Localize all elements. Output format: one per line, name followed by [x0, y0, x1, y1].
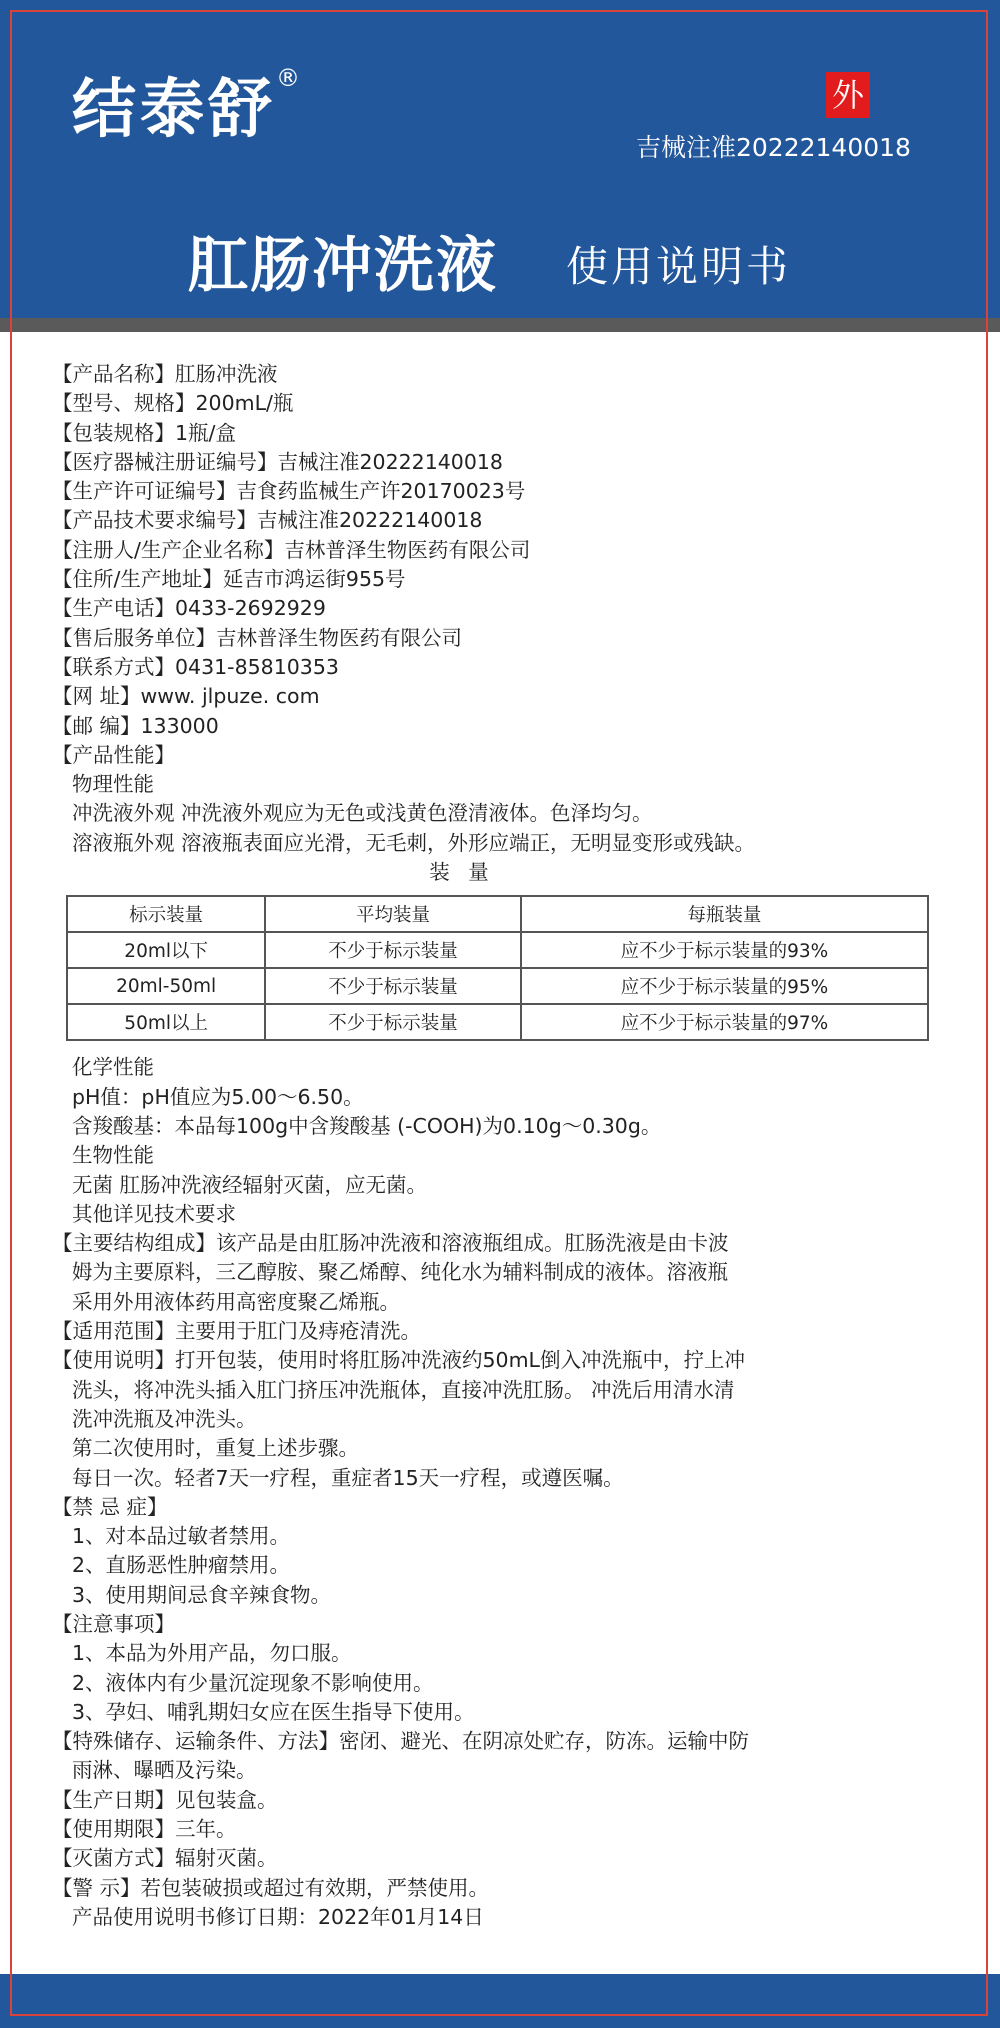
- body-line: 【注意事项】: [52, 1611, 175, 1636]
- table-cell: 应不少于标示装量的97%: [521, 1004, 928, 1040]
- body-line: 【生产日期】见包装盒。: [52, 1787, 278, 1812]
- table-header-cell: 平均装量: [265, 896, 520, 932]
- body-line: 洗冲洗瓶及冲洗头。: [72, 1406, 257, 1431]
- table-row: [67, 968, 928, 1004]
- info-line: 【网 址】www. jlpuze. com: [52, 684, 320, 709]
- body-line: 【主要结构组成】该产品是由肛肠冲洗液和溶液瓶组成。肛肠洗液是由卡波: [52, 1231, 729, 1256]
- info-line: 【医疗器械注册证编号】吉械注准20222140018: [52, 449, 503, 474]
- carboxyl-spec: 含羧酸基：本品每100g中含羧酸基 (-COOH)为0.10g～0.30g。: [72, 1113, 662, 1138]
- info-line: 【产品名称】肛肠冲洗液: [52, 362, 278, 386]
- table-cell: 应不少于标示装量的95%: [521, 968, 928, 1004]
- info-line: 【售后服务单位】吉林普泽生物医药有限公司: [52, 625, 462, 650]
- info-line: 【住所/生产地址】延吉市鸿运街955号: [52, 567, 406, 592]
- registration-number: 吉械注准20222140018: [636, 133, 911, 162]
- document-subtitle: 使用说明书: [566, 242, 792, 291]
- body-line: 每日一次。轻者7天一疗程，重症者15天一疗程，或遵医嘱。: [72, 1465, 624, 1490]
- body-line: 2、液体内有少量沉淀现象不影响使用。: [72, 1670, 434, 1695]
- info-line: 【产品性能】: [52, 742, 175, 767]
- registered-mark: ®: [276, 64, 304, 92]
- table-cell: 20ml以下: [67, 932, 265, 968]
- body-line: 【特殊储存、运输条件、方法】密闭、避光、在阴凉处贮存，防冻。运输中防: [52, 1729, 749, 1754]
- table-cell: 应不少于标示装量的93%: [521, 932, 928, 968]
- revision-date: 产品使用说明书修订日期：2022年01月14日: [72, 1904, 484, 1929]
- ph-spec: pH值：pH值应为5.00～6.50。: [72, 1084, 364, 1109]
- body-line: 2、直肠恶性肿瘤禁用。: [72, 1553, 291, 1578]
- product-title: 肛肠冲洗液: [188, 231, 498, 301]
- table-cell: 不少于标示装量: [265, 1004, 520, 1040]
- body-line: 【警 示】若包装破损或超过有效期，严禁使用。: [52, 1875, 490, 1900]
- table-header-cell: 标示装量: [67, 896, 265, 932]
- physical-line: 溶液瓶外观 溶液瓶表面应光滑，无毛刺，外形应端正，无明显变形或残缺。: [72, 830, 756, 855]
- body-line: 【使用期限】三年。: [52, 1817, 237, 1842]
- sterility-spec: 无菌 肛肠冲洗液经辐射灭菌，应无菌。: [72, 1172, 428, 1197]
- chemical-heading: 化学性能: [72, 1055, 154, 1080]
- info-line: 【生产电话】0433-2692929: [52, 596, 326, 621]
- table-cell: 不少于标示装量: [265, 932, 520, 968]
- other-spec-note: 其他详见技术要求: [72, 1201, 236, 1226]
- info-line: 【产品技术要求编号】吉械注准20222140018: [52, 508, 483, 533]
- footer-banner: [0, 1974, 1000, 2028]
- table-row: [67, 932, 928, 968]
- header-banner: [0, 0, 1000, 318]
- body-line: 【禁 忌 症】: [52, 1494, 168, 1519]
- instructions-body: [52, 360, 952, 1932]
- info-line: 【包装规格】1瓶/盒: [52, 420, 236, 445]
- body-line: 1、本品为外用产品，勿口服。: [72, 1641, 352, 1666]
- info-line: 【生产许可证编号】吉食药监械生产许20170023号: [52, 479, 526, 504]
- body-line: 3、孕妇、哺乳期妇女应在医生指导下使用。: [72, 1699, 475, 1724]
- fill-table-title: 装 量: [429, 860, 495, 885]
- info-line: 【联系方式】0431-85810353: [52, 654, 339, 679]
- body-line: 【使用说明】打开包装，使用时将肛肠冲洗液约50mL倒入冲洗瓶中，拧上冲: [52, 1348, 745, 1373]
- table-header-cell: 每瓶装量: [521, 896, 928, 932]
- table-cell: 50ml以上: [67, 1004, 265, 1040]
- body-line: 1、对本品过敏者禁用。: [72, 1524, 291, 1549]
- header-divider: [0, 318, 1000, 332]
- brand-name: 结泰舒: [72, 72, 276, 147]
- body-line: 3、使用期间忌食辛辣食物。: [72, 1582, 332, 1607]
- body-line: 雨淋、曝晒及污染。: [72, 1758, 257, 1783]
- info-line: 【型号、规格】200mL/瓶: [52, 391, 294, 416]
- table-row: [67, 1004, 928, 1040]
- body-line: 姆为主要原料，三乙醇胺、聚乙烯醇、纯化水为辅料制成的液体。溶液瓶: [72, 1260, 728, 1285]
- table-header-row: [67, 896, 928, 932]
- body-line: 采用外用液体药用高密度聚乙烯瓶。: [72, 1289, 400, 1314]
- table-cell: 20ml-50ml: [67, 968, 265, 1004]
- info-line: 【注册人/生产企业名称】吉林普泽生物医药有限公司: [52, 537, 531, 562]
- body-line: 洗头，将冲洗头插入肛门挤压冲洗瓶体，直接冲洗肛肠。 冲洗后用清水清: [72, 1377, 735, 1402]
- physical-heading: 物理性能: [72, 772, 154, 797]
- biological-heading: 生物性能: [72, 1143, 154, 1168]
- table-cell: 不少于标示装量: [265, 968, 520, 1004]
- info-line: 【邮 编】133000: [52, 713, 219, 738]
- external-use-badge: 外: [826, 72, 870, 118]
- body-line: 【适用范围】主要用于肛门及痔疮清洗。: [52, 1319, 421, 1344]
- body-line: 第二次使用时，重复上述步骤。: [72, 1436, 359, 1461]
- fill-volume-table: [66, 895, 929, 1041]
- physical-line: 冲洗液外观 冲洗液外观应为无色或浅黄色澄清液体。色泽均匀。: [72, 801, 653, 826]
- brand-logo: [72, 58, 304, 150]
- body-line: 【灭菌方式】辐射灭菌。: [52, 1846, 278, 1871]
